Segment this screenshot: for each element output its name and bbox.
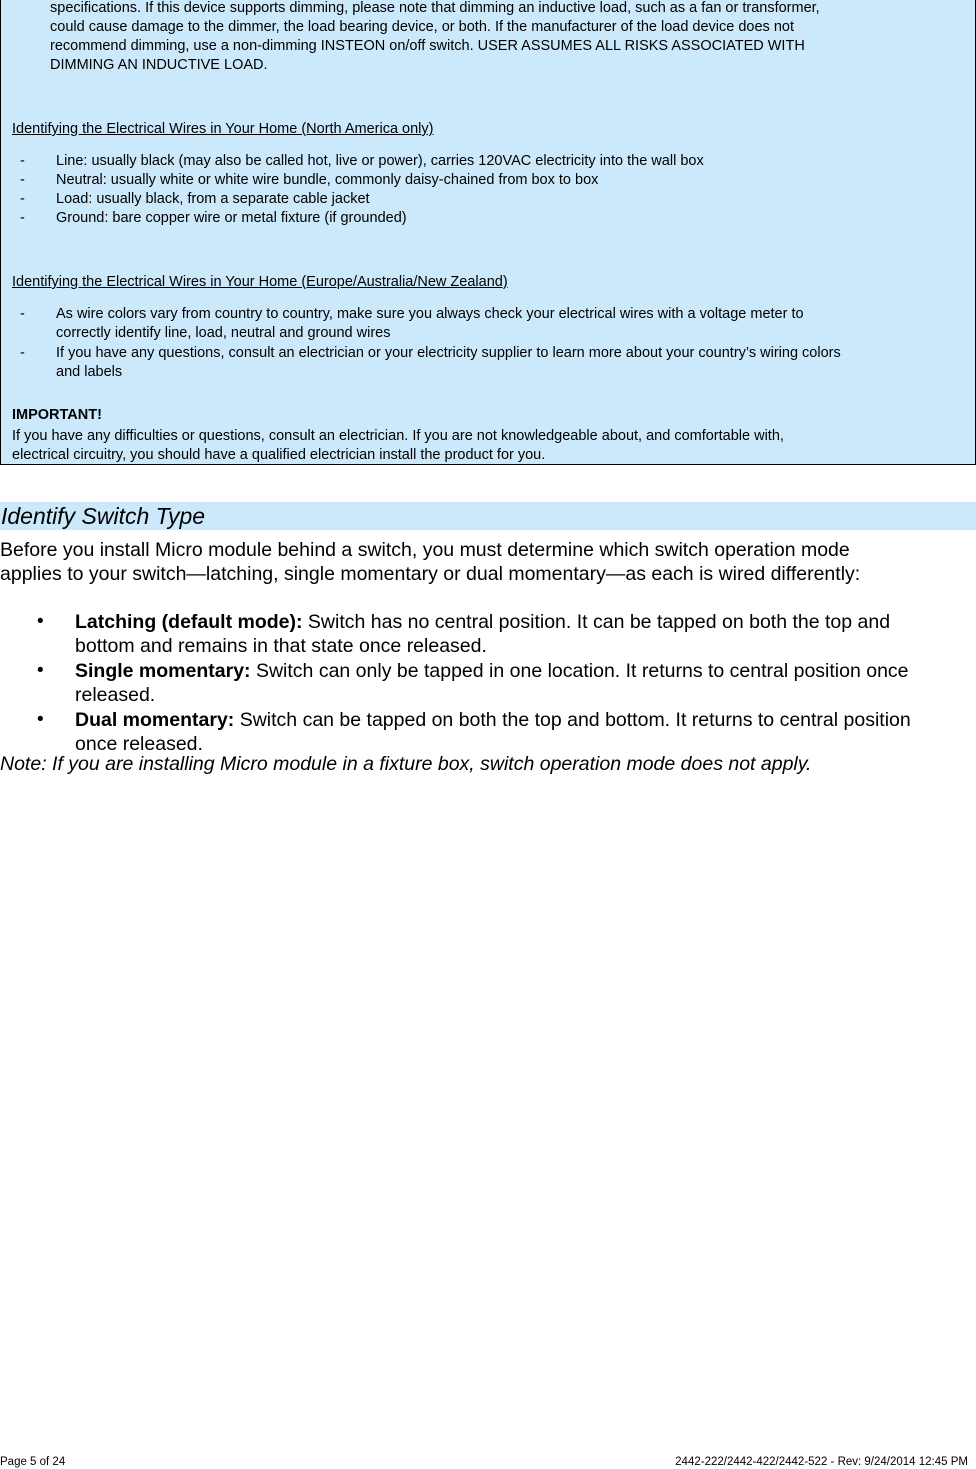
mode-latching: [75, 610, 890, 634]
mode-label: Dual momentary:: [75, 709, 235, 731]
list-item: Line: usually black (may also be called hot, live or power), carries 120VAC electricity into the wall box: [56, 153, 704, 169]
warning-line: recommend dimming, use a non-dimming INSTEON on/off switch. USER ASSUMES ALL RISKS ASSOCIATED WITH: [50, 38, 805, 54]
mode-label: Latching (default mode):: [75, 611, 303, 633]
list-dash: -: [20, 153, 25, 169]
list-item: Ground: bare copper wire or metal fixture (if grounded): [56, 210, 407, 226]
list-dash: -: [20, 210, 25, 226]
bullet-icon: •: [37, 709, 44, 730]
mode-description: Switch can be tapped on both the top and bottom. It returns to central position: [234, 709, 911, 731]
mode-description: Switch has no central position. It can be tapped on both the top and: [302, 611, 891, 633]
mode-dual-momentary: [75, 708, 911, 732]
intro-text: applies to your switch—latching, single momentary or dual momentary—as each is wired differently:: [0, 563, 861, 585]
bullet-icon: •: [37, 660, 44, 681]
mode-single-momentary: [75, 659, 909, 683]
mode-description-continued: bottom and remains in that state once released.: [75, 635, 487, 657]
important-text: If you have any difficulties or questions, consult an electrician. If you are not knowledgeable about, and comfortable with,: [12, 428, 784, 444]
important-label: IMPORTANT!: [12, 407, 102, 423]
section-title: Identify Switch Type: [0, 502, 976, 530]
list-item: Load: usually black, from a separate cable jacket: [56, 191, 370, 207]
note-text: Note: If you are installing Micro module in a fixture box, switch operation mode does not apply.: [0, 753, 812, 775]
list-dash: -: [20, 306, 25, 322]
list-item-continued: correctly identify line, load, neutral and ground wires: [56, 325, 391, 341]
bullet-icon: •: [37, 611, 44, 632]
list-item-continued: and labels: [56, 364, 123, 380]
list-dash: -: [20, 191, 25, 207]
list-item: As wire colors vary from country to country, make sure you always check your electrical wires with a voltage meter to: [56, 306, 804, 322]
list-dash: -: [20, 345, 25, 361]
important-text: electrical circuitry, you should have a qualified electrician install the product for you.: [12, 447, 546, 463]
list-dash: -: [20, 172, 25, 188]
list-item: Neutral: usually white or white wire bundle, commonly daisy-chained from box to box: [56, 172, 599, 188]
warning-line: specifications. If this device supports dimming, please note that dimming an inductive load, such as a fan or transformer,: [50, 0, 820, 16]
europe-heading: Identifying the Electrical Wires in Your Home (Europe/Australia/New Zealand): [12, 274, 508, 290]
page-number: Page 5 of 24: [0, 1456, 66, 1468]
mode-description: Switch can only be tapped in one location. It returns to central position once: [250, 660, 909, 682]
mode-description-continued: once released.: [75, 733, 203, 755]
warning-line: could cause damage to the dimmer, the load bearing device, or both. If the manufacturer of the load device does not: [50, 19, 794, 35]
warning-line: DIMMING AN INDUCTIVE LOAD.: [50, 57, 268, 73]
safety-notice-box: [0, 0, 976, 465]
list-item: If you have any questions, consult an electrician or your electricity supplier to learn more about your country’s wiring colors: [56, 345, 841, 361]
mode-label: Single momentary:: [75, 660, 251, 682]
document-revision: 2442-222/2442-422/2442-522 - Rev: 9/24/2014 12:45 PM: [675, 1456, 968, 1468]
intro-text: Before you install Micro module behind a switch, you must determine which switch operation mode: [0, 539, 850, 561]
north-america-heading: Identifying the Electrical Wires in Your Home (North America only): [12, 121, 434, 137]
mode-description-continued: released.: [75, 684, 156, 706]
